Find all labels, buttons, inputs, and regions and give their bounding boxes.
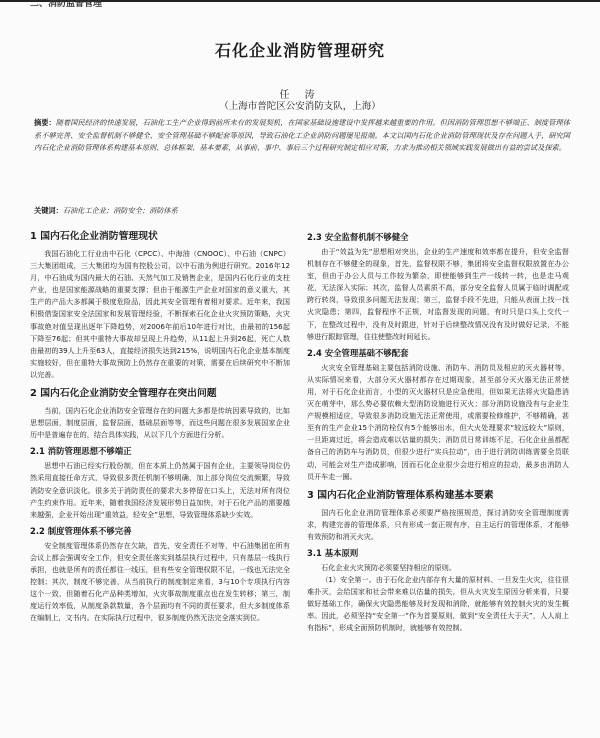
section-heading: 1 国内石化企业消防管理现状 [30, 231, 158, 242]
keywords-label: 关键词： [34, 206, 63, 215]
abstract-text: 随着国民经济的快速发展，石油化工生产企业得到前所未有的发展契机，在国家基础设施建设中发挥越来越重要的作用。但因消防管理思想不够端正、制度管理体系不够完善、安全监督机制不够健全、安全管理基础不够配套等原因，导致石油化工企业消防问题屡见报端。本文以国内石化企业消防管理现状及存在问题入手，研究国内石化企业消防管理体系构建基本原则、总体框架、基本要素，从事前、事中、事后三个过程研究制定相应对策，力求为推动相关领域实践发展做出有益的尝试及探索。 [34, 118, 570, 153]
section-heading: 2 国内石化企业消防安全管理存在突出问题 [30, 388, 217, 400]
paragraph: 思想中石油已经实行股份制，但在本质上仍然属于国有企业，主要领导岗位仍然采用直接任命方式，导致很多责任机制不够明确，加上部分岗位交流频繁，导致消防安全意识淡化。很多关于消防责任的要求大多停留在口头上，无法对所有岗位产生约束作用。近年来，随着我国经济发展形势日益加快，对于石化产品的需要越来越强，企业开始出现“重效益，轻安全”思想，导致管理体系缺少实效。 [30, 461, 290, 519]
abstract-label: 摘要： [34, 118, 56, 127]
paragraph: 由于“效益为先”思想相对突出，企业的生产速度和效率都在提升，但安全监督机制存在不够健全的现象，首先，监督权限不够，集团将安全监督权限放置在办公室，但由于办公人员与工作较为繁杂，即使能够到生产一线转一转，也是走马观花，无法深入实际；其次，监督人员素质不高，部分安全监督人员属于临时调配或跨行转岗，导致很多问题无法发现；第三，监督手段不先进，只能从表面上找一找火灾隐患；第四，监督程序不正规，对监督发现的问题，有时只是口头上交代一下，在整改过程中，没有及时跟进，针对于后续整改情况没有及时做好记录，不能够进行跟踪管理，往往使整改时间延长。 [307, 247, 569, 341]
paragraph: 安全制度管理体系仍然存在欠缺，首先，安全责任不对等，中石油集团在所有会议上都会强调安全工作，但安全责任落实到基层执行过程中，只有基层一线执行承担，也就是所有的责任都往一线压，但有些安全管理权限不足，一线也无法完全控制；其次，制度不够完善，从当前执行的制度制定来看，3与10个专项执行内容这个一致，但随着石化产品种类增加，火灾事故制度重点也在发生转移；第三，制度运行效率低，从制度条款数量，各个层面均有不同的责任要求，但大多制度体系在编制上，文书内。在实际执行过程中，很多制度仍然无法完全落实到位。 [30, 540, 290, 623]
subsection-heading: 2.4 安全管理基础不够配套 [307, 347, 409, 358]
subsection-heading: 3.1 基本原则 [307, 547, 359, 558]
keywords-text: 石油化工企业；消防安全；消防体系 [62, 206, 178, 215]
author: 任 涛 [279, 90, 321, 101]
paragraph: 石化企业火灾预防必须要坚持相应的原则。 [307, 562, 456, 572]
paragraph: 我国石油化工行业由中石化（CPCC）、中海油（CNOOC）、中石油（CNPC）三大集团组成，三大集团均为国有控股公司，以中石油为例进行研究。2016年12月，中石油成为国内最大的石油、天然气加工及销售企业，是国内石化行业的支柱产业，也是国家能源战略的重要支撑；但由于能源生产企业对国家的意义重大，其生产的产品大多都属于极度危险品，因此其安全管理有着相对要求。近年来，我国积极借鉴国家安全法国家和发展管理经验，不断探索石化企业火灾预防策略，火灾事故绝对值呈现出逐年下降趋势，对2006年前后10年进行对比，由最初的156起下降至76起；但其中重特大事故却呈现上升趋势，从11起上升到26起，死亡人数由最初的39人上升至63人，直接经济损失达到215%，说明国内石化企业基本制度实施较好，但在重特大事故预防上仍然存在重要的对策，需要在后续研究中不断加以完善。 [30, 249, 290, 379]
paragraph: 当前，国内石化企业消防安全管理存在的问题大多都是传统因素导致的，比如思想层面，制度层面，监督层面，基础层面等等，而这些问题在很多发展国家企业历中是普遍存在的，结合具体实践，从以下几个方面进行分析。 [30, 406, 290, 440]
section-heading: 3 国内石化企业消防管理体系构建基本要素 [307, 489, 494, 501]
paragraph: （1）安全第一。由于石化企业内部存有大量的原材料、一旦发生火灾，往往很难扑灭，会给国家和社会带来难以估量的损失，但从火灾发生原因分析来看，只要做好基础工作，确保火灾隐患能够及时发现和消除，就能够有效控制火灾的发生概率。因此，必须坚持“安全第一”作为首要原则，做到“安全责任大于天”，人人肩上有指标”，形成全面预防机制时，就能够有效控制。 [307, 575, 569, 633]
paper-title: 石化企业消防管理研究 [214, 41, 385, 60]
subsection-heading: 2.3 安全监督机制不够健全 [307, 232, 409, 242]
keywords [34, 205, 570, 217]
subsection-heading: 2.1 消防管理思想不够端正 [30, 446, 132, 457]
affiliation: （上海市普陀区公安消防支队，上海） [219, 101, 381, 112]
paragraph: 国内石化企业消防管理体系必须要严格按照规范，探讨消防安全管理制度需求，构建完善的管理体系，只有形成一套正规有序，自主运行的管理体系，才能够有效预防和消灭火灾。 [307, 507, 569, 541]
subsection-heading: 2.2 制度管理体系不够完善 [30, 525, 132, 536]
right-column [307, 231, 569, 635]
paragraph: 火灾安全管理基础主要包括消防设施、消防车、消防员及相应的灭火器材等，从实际情况来看，大部分灭火器材都存在过期现象，甚至部分灭火器无法正常使用，对于石化企业而言，小型的灭火器材只是应急使用，但如果无法将火灾隐患消灭在萌芽中，那么势必要依赖大型消防设施进行灭火；部分消防设施没有与企业生产规模相适应，导致很多消防设施无法正常使用，或需要检修维护，不够精确，甚至有的生产企业15个消防栓仅有5个能够出水，但大火处理要求“较远较大”原则，一旦距离过近，将会造成难以估量的损失；消防员日常训练不足，石化企业虽都配备自己的消防车与消防员，但很少进行“实兵拉动”，由于进行消防训练需要全员联动，可能会对生产造成影响，因而石化企业很少会进行相应的拉动，最多由消防人员开车走一圈。 [307, 362, 569, 481]
running-header-text: 二、消防监督管理 [30, 0, 103, 9]
abstract [34, 117, 570, 155]
running-header [0, 0, 600, 9]
left-column [30, 230, 290, 624]
